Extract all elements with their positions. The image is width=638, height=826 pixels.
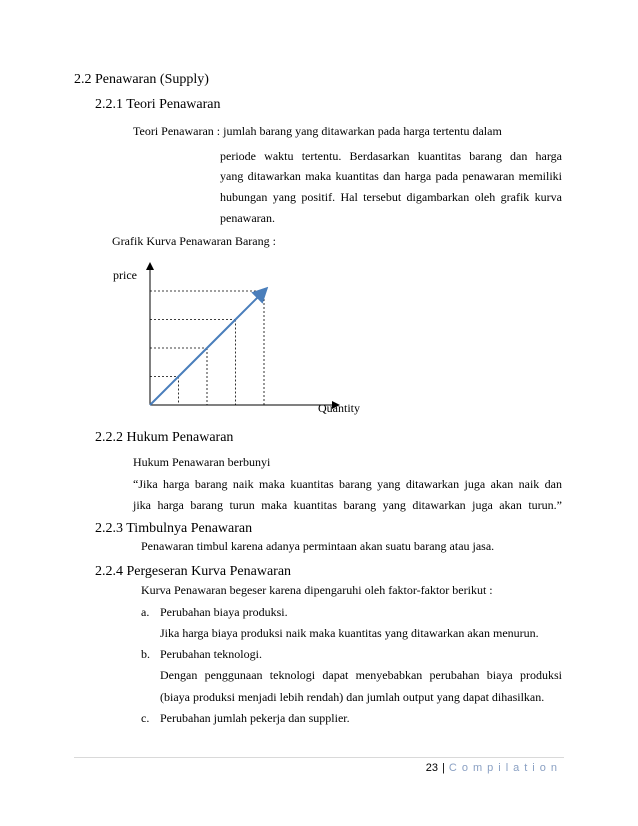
theory-line-2: periode waktu tertentu. Berdasarkan kuantitas barang dan harga [220, 149, 562, 163]
list-item-b-desc-2: (biaya produksi menjadi lebih rendah) dan jumlah output yang dapat dihasilkan. [160, 690, 545, 704]
theory-line-5: penawaran. [220, 211, 275, 225]
page-number: 23 [425, 762, 439, 774]
footer-separator: | [442, 762, 445, 774]
shift-intro: Kurva Penawaran begeser karena dipengaruhi oleh faktor-faktor berikut : [141, 583, 493, 597]
subsection-title-2-2-3: 2.2.3 Timbulnya Penawaran [95, 521, 253, 536]
section-title: 2.2 Penawaran (Supply) [74, 72, 209, 87]
list-marker-b: b. [141, 647, 150, 661]
y-axis-label: price [113, 268, 137, 282]
law-intro: Hukum Penawaran berbunyi [133, 455, 271, 469]
subsection-title-2-2-4: 2.2.4 Pergeseran Kurva Penawaran [95, 564, 292, 579]
origin-text: Penawaran timbul karena adanya permintaan akan suatu barang atau jasa. [141, 539, 495, 553]
footer-label: Compilation [448, 762, 562, 774]
list-marker-c: c. [141, 711, 150, 725]
theory-line-4: hubungan yang positif. Hal tersebut digambarkan oleh grafik kurva [220, 190, 562, 204]
list-item-b-desc-1: Dengan penggunaan teknologi dapat menyebabkan perubahan biaya produksi [160, 668, 562, 682]
law-quote-line-1: “Jika harga barang naik maka kuantitas barang yang ditawarkan juga akan naik dan [133, 477, 562, 491]
x-axis-label: Quantity [318, 401, 360, 415]
list-item-a-desc: Jika harga biaya produksi naik maka kuantitas yang ditawarkan akan menurun. [160, 626, 539, 640]
theory-line-3: yang ditawarkan maka kuantitas dan harga pada penawaran memiliki [220, 169, 562, 183]
chart-caption: Grafik Kurva Penawaran Barang : [112, 234, 276, 248]
theory-line-1: Teori Penawaran : jumlah barang yang ditawarkan pada harga tertentu dalam [133, 124, 502, 138]
law-quote-line-2: jika harga barang turun maka kuantitas barang yang ditawarkan juga akan turun.” [133, 498, 562, 512]
list-marker-a: a. [141, 605, 150, 619]
page-footer [426, 762, 562, 774]
list-item-a-title: Perubahan biaya produksi. [160, 605, 288, 619]
footer-divider [74, 757, 564, 758]
list-item-c-title: Perubahan jumlah pekerja dan supplier. [160, 711, 350, 725]
subsection-title-2-2-2: 2.2.2 Hukum Penawaran [95, 430, 234, 445]
list-item-b-title: Perubahan teknologi. [160, 647, 262, 661]
subsection-title-2-2-1: 2.2.1 Teori Penawaran [95, 97, 221, 112]
